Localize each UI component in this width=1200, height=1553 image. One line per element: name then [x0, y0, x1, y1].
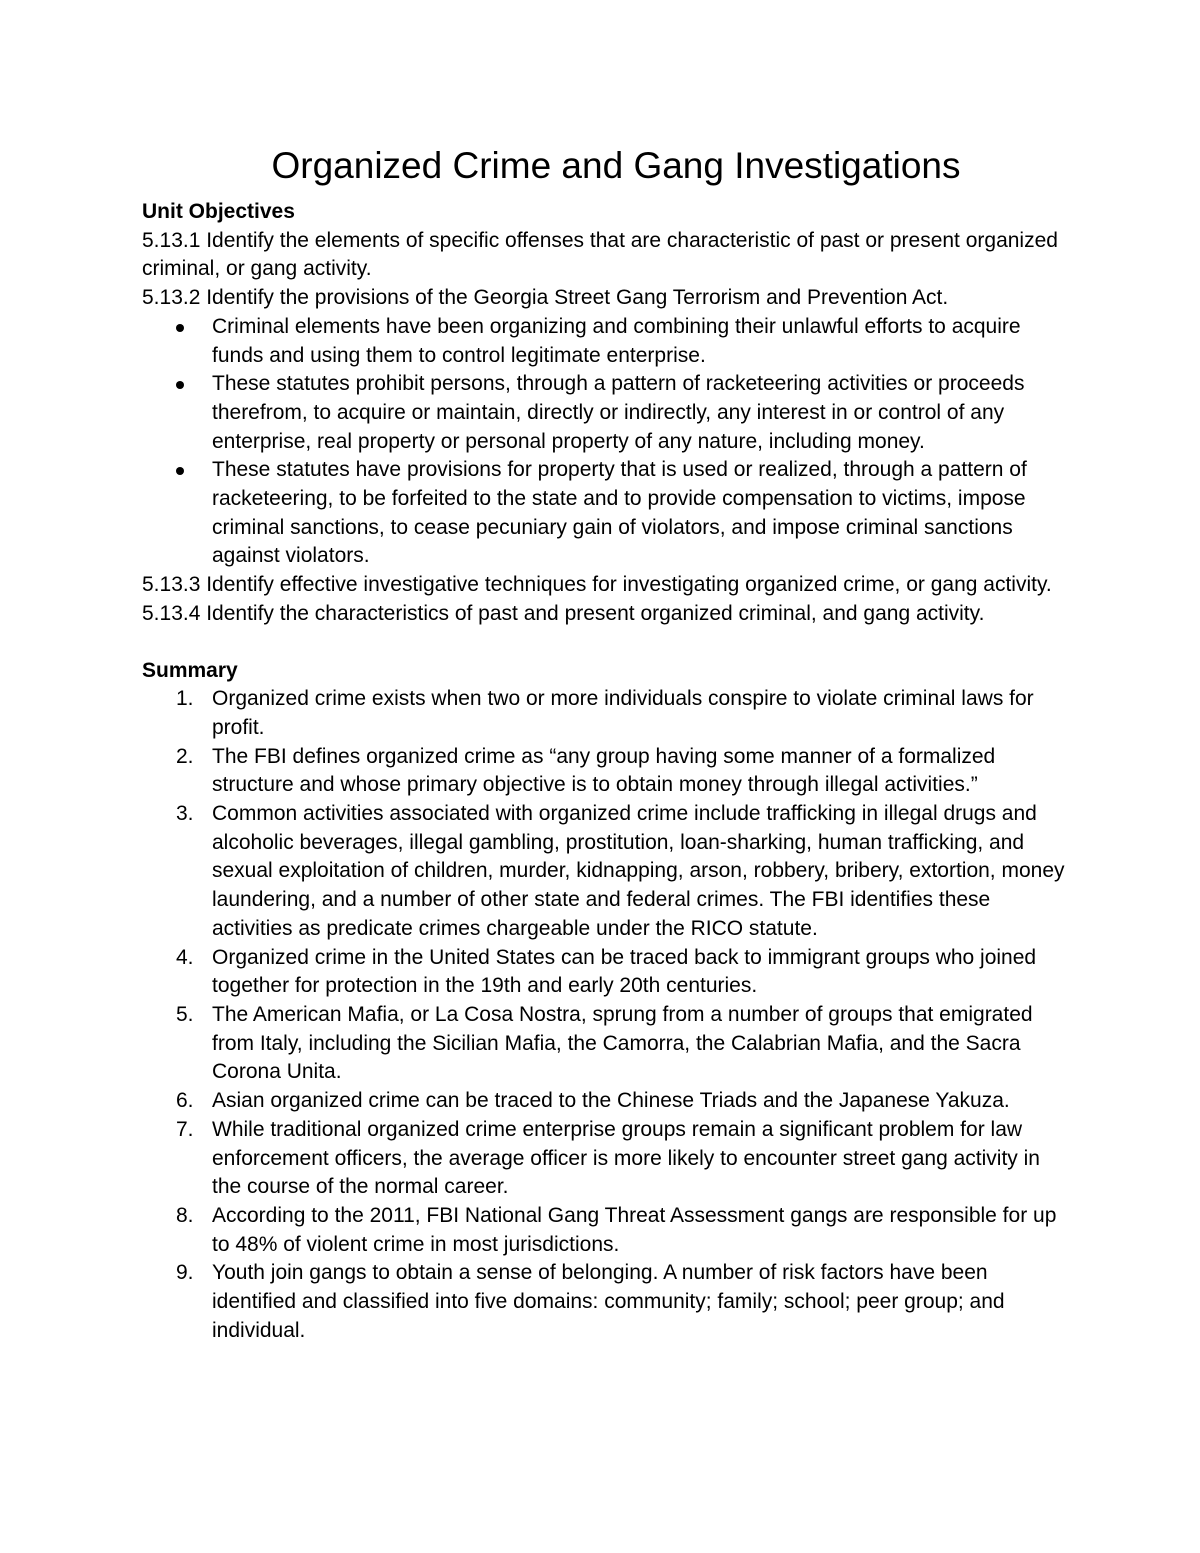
summary-item — [142, 743, 1072, 800]
summary-item-number: 7. — [176, 1117, 194, 1141]
bullet-text: Criminal elements have been organizing and combining their unlawful efforts to acquire funds and using them to control legitimate enterprise. — [212, 314, 1021, 367]
summary-item-text: Organized crime exists when two or more individuals conspire to violate criminal laws for profit. — [212, 687, 1034, 739]
summary-item — [142, 1259, 1072, 1345]
document-title: Organized Crime and Gang Investigations — [271, 145, 961, 186]
summary-item — [142, 1087, 1072, 1116]
summary-item — [142, 944, 1072, 1001]
summary-item — [142, 685, 1072, 742]
summary-list — [142, 685, 1072, 1345]
bullet-icon — [176, 324, 184, 332]
objective-5-13-4: 5.13.4 Identify the characteristics of past and present organized criminal, and gang activity. — [142, 601, 985, 625]
objective-5-13-2: 5.13.2 Identify the provisions of the Georgia Street Gang Terrorism and Prevention Act. — [142, 286, 949, 310]
objective-5-13-1: 5.13.1 Identify the elements of specific offenses that are characteristic of past or present organized criminal, or gang activity. — [142, 228, 1058, 281]
document-page — [142, 140, 1072, 1345]
bullet-item — [142, 313, 1072, 370]
bullet-icon — [176, 381, 184, 389]
bullet-item — [142, 456, 1072, 571]
bullet-icon — [176, 467, 184, 475]
summary-item-number: 9. — [176, 1261, 194, 1285]
bullet-item — [142, 370, 1072, 456]
summary-item — [142, 1001, 1072, 1087]
summary-item-text: The American Mafia, or La Cosa Nostra, sprung from a number of groups that emigrated from Italy, including the Sicilian Mafia, the Camorra, the Calabrian Mafia, and the Sacra Corona Unita. — [212, 1002, 1033, 1084]
summary-item-text: While traditional organized crime enterprise groups remain a significant problem for law enforcement officers, the average officer is more likely to encounter street gang activity in the course of the normal career. — [212, 1117, 1040, 1199]
summary-item — [142, 1202, 1072, 1259]
summary-item — [142, 1116, 1072, 1202]
summary-item-text: According to the 2011, FBI National Gang Threat Assessment gangs are responsible for up to 48% of violent crime in most jurisdictions. — [212, 1203, 1057, 1256]
objectives-heading: Unit Objectives — [142, 200, 295, 223]
summary-item-number: 2. — [176, 744, 194, 768]
summary-heading: Summary — [142, 658, 238, 682]
bullet-text: These statutes have provisions for property that is used or realized, through a pattern of racketeering, to be forfeited to the state and to provide compensation to victims, impose criminal sanctions, to cease pecuniary gain of violators, and impose criminal sanctions against violators. — [212, 458, 1027, 568]
section-gap — [142, 629, 1072, 657]
summary-item-text: Youth join gangs to obtain a sense of belonging. A number of risk factors have been identified and classified into five domains: community; family; school; peer group; and individual. — [212, 1261, 1005, 1342]
summary-item-number: 3. — [176, 802, 194, 826]
summary-item-number: 4. — [176, 945, 194, 969]
summary-item — [142, 800, 1072, 944]
summary-item-text: Asian organized crime can be traced to the Chinese Triads and the Japanese Yakuza. — [212, 1089, 1010, 1113]
objective-bullet-list — [142, 313, 1072, 571]
objective-5-13-3: 5.13.3 Identify effective investigative techniques for investigating organized crime, or gang activity. — [142, 573, 1052, 597]
summary-item-number: 6. — [176, 1089, 194, 1113]
summary-item-number: 1. — [176, 687, 194, 711]
bullet-text: These statutes prohibit persons, through a pattern of racketeering activities or proceeds therefrom, to acquire or maintain, directly or indirectly, any interest in or control of any enterprise, real property or personal property of any nature, including money. — [212, 372, 1025, 453]
summary-item-text: Organized crime in the United States can be traced back to immigrant groups who joined together for protection in the 19th and early 20th centuries. — [212, 945, 1037, 998]
summary-item-number: 5. — [176, 1002, 194, 1026]
summary-item-number: 8. — [176, 1203, 194, 1227]
summary-item-text: Common activities associated with organized crime include trafficking in illegal drugs and alcoholic beverages, illegal gambling, prostitution, loan-sharking, human trafficking, and sexual exploitation of children, murder, kidnapping, arson, robbery, bribery, extortion, money laundering, and a number of other state and federal crimes. The FBI identifies these activities as predicate crimes chargeable under the RICO statute. — [212, 802, 1065, 940]
summary-item-text: The FBI defines organized crime as “any group having some manner of a formalized structure and whose primary objective is to obtain money through illegal activities.” — [212, 744, 996, 797]
